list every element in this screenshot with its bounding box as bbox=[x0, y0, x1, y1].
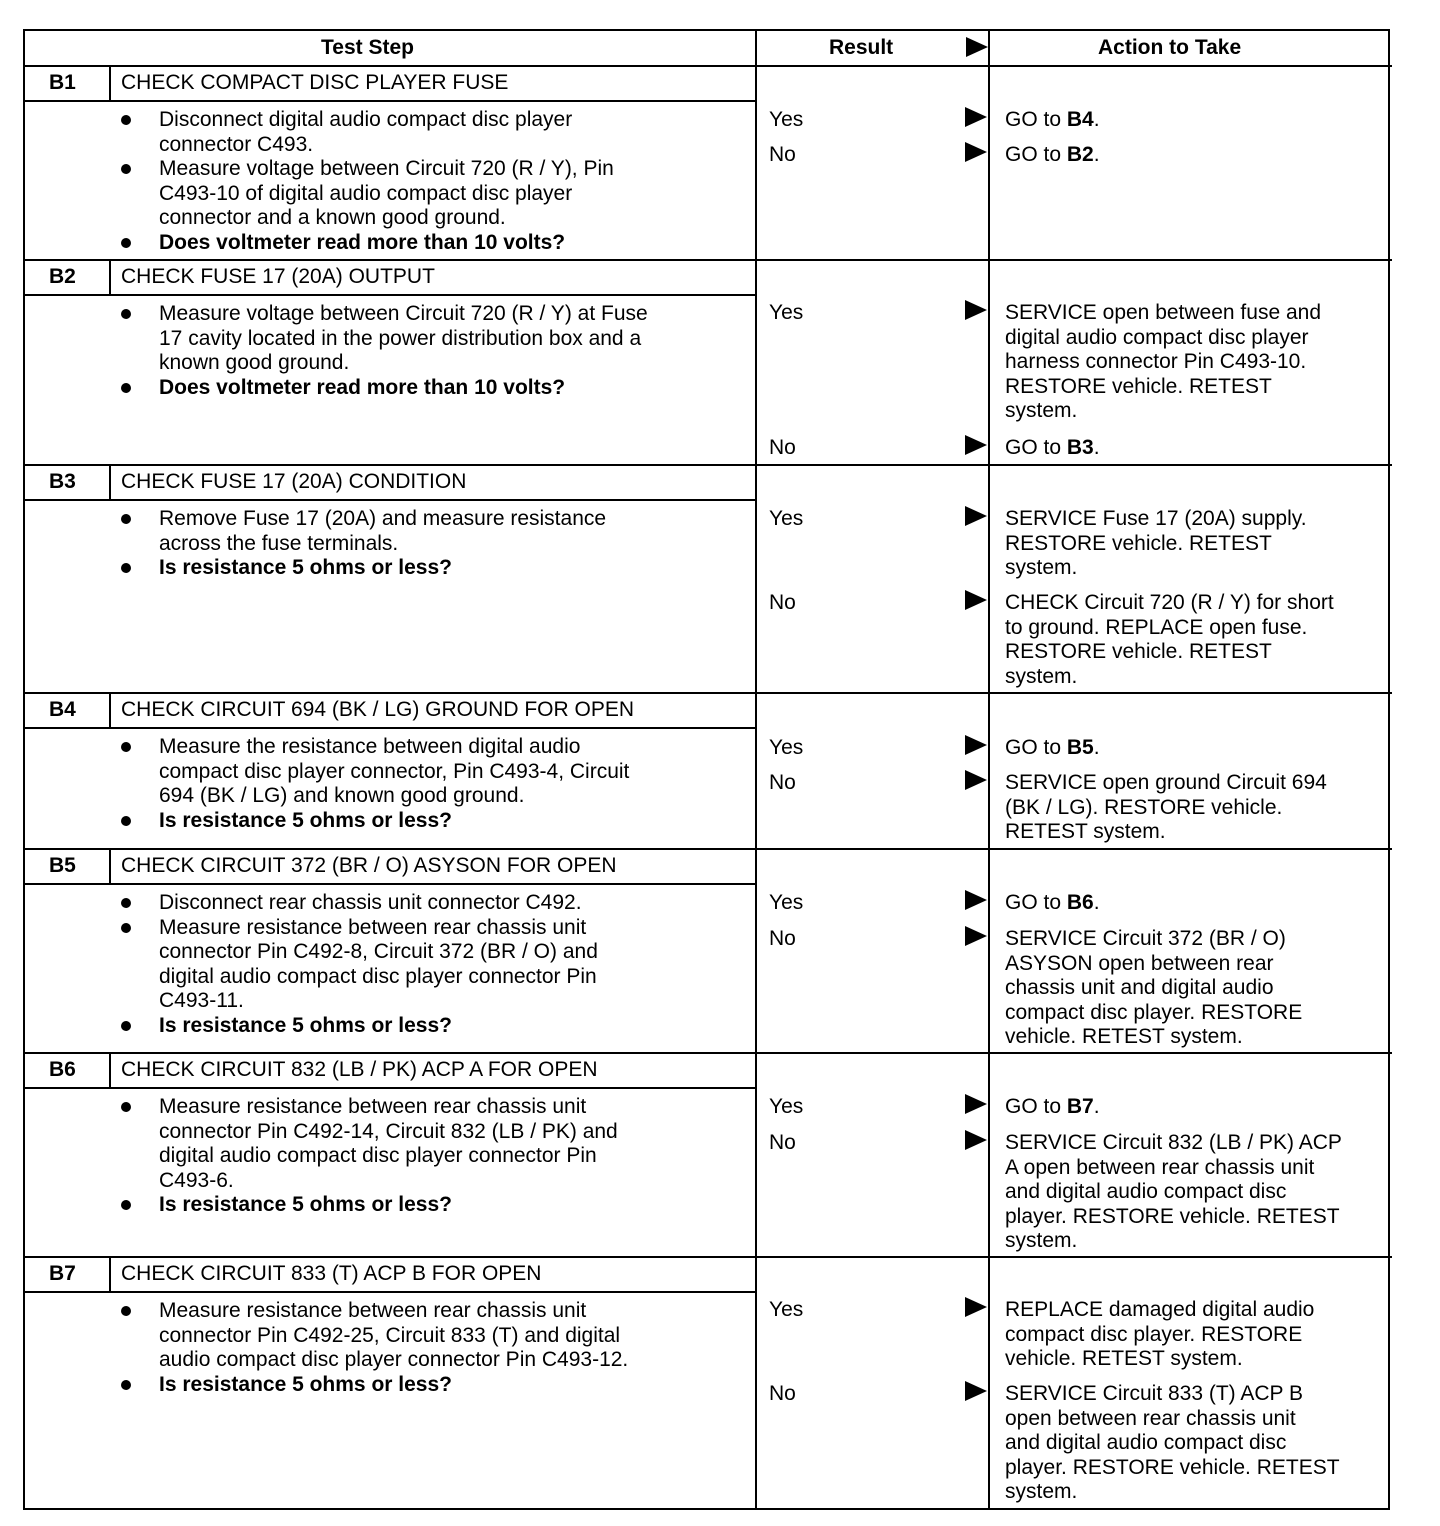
bullet-icon bbox=[121, 1306, 131, 1316]
action-segment: SERVICE open ground Circuit 694 bbox=[1005, 771, 1327, 794]
result-label: No bbox=[769, 436, 796, 459]
row-divider bbox=[25, 1291, 756, 1293]
step-instruction: Measure resistance between rear chassis unit bbox=[159, 1299, 587, 1322]
action-text bbox=[1005, 1229, 1077, 1254]
action-segment: B2 bbox=[1066, 143, 1094, 166]
action-segment: GO to bbox=[1005, 108, 1067, 131]
action-text bbox=[1005, 1480, 1077, 1505]
step-instruction: across the fuse terminals. bbox=[159, 531, 399, 555]
bullet-icon bbox=[121, 742, 131, 752]
row-divider bbox=[25, 100, 756, 102]
action-segment: GO to bbox=[1005, 1095, 1067, 1118]
action-segment: SERVICE Circuit 372 (BR / O) bbox=[1005, 927, 1286, 950]
step-instruction: audio compact disc player connector Pin C493-12. bbox=[159, 1348, 629, 1371]
action-text bbox=[1005, 1298, 1314, 1323]
action-text bbox=[1005, 1180, 1286, 1205]
action-text bbox=[1005, 1095, 1100, 1120]
action-segment: GO to bbox=[1005, 436, 1067, 459]
row-divider bbox=[25, 692, 1392, 694]
action-segment: RESTORE vehicle. RETEST bbox=[1005, 640, 1272, 663]
step-instruction: connector Pin C492-25, Circuit 833 (T) and digital bbox=[159, 1323, 621, 1347]
bullet-icon bbox=[121, 238, 131, 248]
bullet-icon bbox=[121, 514, 131, 524]
bullet-icon bbox=[121, 563, 131, 573]
row-divider bbox=[25, 499, 756, 501]
step-id: B2 bbox=[49, 265, 76, 288]
action-text bbox=[1005, 976, 1274, 1001]
action-segment: compact disc player. RESTORE bbox=[1005, 1000, 1303, 1024]
step-instruction: connector and a known good ground. bbox=[159, 206, 506, 229]
action-segment: SERVICE Fuse 17 (20A) supply. bbox=[1005, 507, 1307, 530]
step-instruction: Measure voltage between Circuit 720 (R / Y) at Fuse bbox=[159, 302, 648, 325]
step-title: CHECK CIRCUIT 833 (T) ACP B FOR OPEN bbox=[121, 1262, 542, 1285]
column-divider bbox=[988, 31, 990, 1510]
action-segment: player. RESTORE vehicle. RETEST bbox=[1005, 1455, 1340, 1479]
action-segment: GO to bbox=[1005, 891, 1067, 914]
action-text bbox=[1005, 927, 1286, 952]
action-text bbox=[1005, 736, 1100, 761]
action-text bbox=[1005, 1131, 1342, 1156]
row-divider bbox=[25, 727, 756, 729]
column-divider bbox=[109, 260, 111, 295]
action-segment: A open between rear chassis unit bbox=[1005, 1155, 1315, 1179]
row-divider bbox=[25, 294, 756, 296]
bullet-icon bbox=[121, 383, 131, 393]
step-title: CHECK COMPACT DISC PLAYER FUSE bbox=[121, 71, 509, 94]
action-segment: RESTORE vehicle. RETEST bbox=[1005, 531, 1272, 555]
row-divider bbox=[25, 1052, 1392, 1054]
step-instruction: Disconnect rear chassis unit connector C492. bbox=[159, 891, 582, 914]
step-title: CHECK CIRCUIT 694 (BK / LG) GROUND FOR OPEN bbox=[121, 698, 635, 721]
action-text bbox=[1005, 532, 1272, 557]
action-segment: B6 bbox=[1066, 891, 1094, 914]
action-text bbox=[1005, 326, 1309, 351]
action-text bbox=[1005, 507, 1307, 532]
action-segment: ASYSON open between rear bbox=[1005, 951, 1274, 975]
result-arrow-icon bbox=[965, 300, 987, 320]
action-segment: harness connector Pin C493-10. bbox=[1005, 350, 1307, 373]
result-arrow-icon bbox=[965, 435, 987, 455]
action-text bbox=[1005, 436, 1100, 461]
step-instruction: Is resistance 5 ohms or less? bbox=[159, 808, 452, 832]
step-instruction: Is resistance 5 ohms or less? bbox=[159, 1372, 452, 1396]
step-instruction: Disconnect digital audio compact disc player bbox=[159, 108, 573, 131]
row-divider bbox=[25, 848, 1392, 850]
result-label: No bbox=[769, 143, 796, 166]
bullet-icon bbox=[121, 1102, 131, 1112]
bullet-icon bbox=[121, 1200, 131, 1210]
result-arrow-icon bbox=[965, 890, 987, 910]
step-instruction: Measure resistance between rear chassis unit bbox=[159, 1095, 587, 1118]
step-id: B7 bbox=[49, 1262, 76, 1285]
result-arrow-icon bbox=[965, 1381, 987, 1401]
action-segment: . bbox=[1093, 436, 1100, 459]
result-label: No bbox=[769, 927, 796, 950]
action-segment: open between rear chassis unit bbox=[1005, 1406, 1296, 1430]
column-divider bbox=[109, 465, 111, 500]
step-instruction: Measure resistance between rear chassis unit bbox=[159, 915, 587, 939]
action-text bbox=[1005, 640, 1272, 665]
result-arrow-icon bbox=[965, 1130, 987, 1150]
action-text bbox=[1005, 350, 1306, 375]
action-segment: digital audio compact disc player bbox=[1005, 325, 1309, 349]
step-instruction: C493-10 of digital audio compact disc player bbox=[159, 181, 573, 205]
bullet-icon bbox=[121, 923, 131, 933]
action-segment: . bbox=[1093, 891, 1100, 914]
action-segment: player. RESTORE vehicle. RETEST bbox=[1005, 1204, 1340, 1228]
action-text bbox=[1005, 1382, 1303, 1407]
row-divider bbox=[25, 883, 756, 885]
action-text bbox=[1005, 1456, 1340, 1481]
column-divider bbox=[109, 849, 111, 884]
action-segment: and digital audio compact disc bbox=[1005, 1180, 1287, 1203]
result-arrow-icon bbox=[965, 506, 987, 526]
action-text bbox=[1005, 820, 1166, 845]
step-title: CHECK CIRCUIT 372 (BR / O) ASYSON FOR OPEN bbox=[121, 854, 617, 877]
step-instruction: Remove Fuse 17 (20A) and measure resistance bbox=[159, 507, 607, 530]
action-segment: . bbox=[1093, 1095, 1100, 1118]
action-text bbox=[1005, 375, 1272, 400]
action-text bbox=[1005, 1025, 1243, 1050]
action-segment: system. bbox=[1005, 399, 1078, 422]
step-instruction: 694 (BK / LG) and known good ground. bbox=[159, 784, 525, 807]
action-segment: . bbox=[1093, 108, 1100, 131]
step-title: CHECK CIRCUIT 832 (LB / PK) ACP A FOR OPEN bbox=[121, 1058, 598, 1081]
action-segment: GO to bbox=[1005, 736, 1067, 759]
action-segment: vehicle. RETEST system. bbox=[1005, 1347, 1243, 1370]
step-instruction: connector Pin C492-14, Circuit 832 (LB / PK) and bbox=[159, 1119, 618, 1143]
action-segment: . bbox=[1093, 143, 1100, 166]
step-instruction: digital audio compact disc player connector Pin bbox=[159, 964, 597, 988]
action-text bbox=[1005, 891, 1100, 916]
action-text bbox=[1005, 1001, 1302, 1026]
column-divider bbox=[109, 1257, 111, 1292]
action-segment: GO to bbox=[1005, 143, 1067, 166]
action-text bbox=[1005, 665, 1077, 690]
action-segment: CHECK Circuit 720 (R / Y) for short bbox=[1005, 591, 1334, 614]
action-segment: B3 bbox=[1066, 436, 1094, 459]
row-divider bbox=[25, 259, 1392, 261]
action-text bbox=[1005, 1323, 1302, 1348]
result-arrow-icon bbox=[965, 590, 987, 610]
action-segment: RETEST system. bbox=[1005, 820, 1166, 843]
action-segment: system. bbox=[1005, 556, 1078, 579]
result-label: No bbox=[769, 771, 796, 794]
result-label: Yes bbox=[769, 1095, 804, 1118]
bullet-icon bbox=[121, 1021, 131, 1031]
action-text bbox=[1005, 796, 1282, 821]
result-arrow-icon bbox=[965, 107, 987, 127]
action-segment: B7 bbox=[1066, 1095, 1094, 1118]
step-instruction: C493-11. bbox=[159, 989, 244, 1012]
result-label: No bbox=[769, 1382, 796, 1405]
action-text bbox=[1005, 616, 1307, 641]
action-text bbox=[1005, 591, 1334, 616]
diagnostic-table bbox=[23, 29, 1390, 1510]
action-text bbox=[1005, 1407, 1296, 1432]
action-segment: vehicle. RETEST system. bbox=[1005, 1025, 1243, 1048]
action-segment: B5 bbox=[1066, 736, 1094, 759]
action-segment: SERVICE Circuit 832 (LB / PK) ACP bbox=[1005, 1131, 1342, 1154]
step-instruction: Measure voltage between Circuit 720 (R / Y), Pin bbox=[159, 157, 614, 180]
action-text bbox=[1005, 1205, 1340, 1230]
step-instruction: Does voltmeter read more than 10 volts? bbox=[159, 375, 566, 399]
row-divider bbox=[25, 65, 1392, 67]
step-instruction: digital audio compact disc player connector Pin bbox=[159, 1144, 597, 1167]
result-label: No bbox=[769, 591, 796, 614]
action-text bbox=[1005, 1431, 1286, 1456]
action-segment: . bbox=[1093, 736, 1100, 759]
action-segment: system. bbox=[1005, 1229, 1078, 1252]
result-arrow-icon bbox=[965, 1297, 987, 1317]
bullet-icon bbox=[121, 309, 131, 319]
step-instruction: known good ground. bbox=[159, 351, 350, 374]
action-segment: SERVICE Circuit 833 (T) ACP B bbox=[1005, 1382, 1303, 1405]
column-divider bbox=[109, 693, 111, 728]
step-title: CHECK FUSE 17 (20A) OUTPUT bbox=[121, 265, 435, 288]
result-label: No bbox=[769, 1131, 796, 1154]
header-action: Action to Take bbox=[1098, 36, 1242, 59]
action-segment: to ground. REPLACE open fuse. bbox=[1005, 615, 1308, 639]
step-instruction: connector Pin C492-8, Circuit 372 (BR / O) and bbox=[159, 940, 598, 963]
result-arrow-icon bbox=[965, 926, 987, 946]
result-label: Yes bbox=[769, 1298, 804, 1321]
bullet-icon bbox=[121, 164, 131, 174]
action-segment: B4 bbox=[1066, 108, 1094, 131]
bullet-icon bbox=[121, 898, 131, 908]
step-id: B3 bbox=[49, 470, 76, 493]
action-segment: (BK / LG). RESTORE vehicle. bbox=[1005, 795, 1283, 819]
header-arrow-icon bbox=[966, 37, 988, 57]
step-id: B1 bbox=[49, 71, 76, 94]
result-arrow-icon bbox=[965, 770, 987, 790]
action-segment: compact disc player. RESTORE bbox=[1005, 1322, 1303, 1346]
result-label: Yes bbox=[769, 736, 804, 759]
action-text bbox=[1005, 1347, 1243, 1372]
step-instruction: C493-6. bbox=[159, 1168, 234, 1192]
action-text bbox=[1005, 556, 1077, 581]
action-segment: RESTORE vehicle. RETEST bbox=[1005, 374, 1272, 398]
column-divider bbox=[755, 31, 757, 1510]
result-arrow-icon bbox=[965, 142, 987, 162]
step-id: B4 bbox=[49, 698, 76, 721]
step-title: CHECK FUSE 17 (20A) CONDITION bbox=[121, 470, 467, 493]
action-segment: system. bbox=[1005, 1480, 1078, 1503]
header-result: Result bbox=[829, 36, 894, 59]
bullet-icon bbox=[121, 115, 131, 125]
bullet-icon bbox=[121, 816, 131, 826]
step-instruction: Is resistance 5 ohms or less? bbox=[159, 556, 452, 579]
step-id: B5 bbox=[49, 854, 76, 877]
action-segment: REPLACE damaged digital audio bbox=[1005, 1298, 1315, 1321]
row-divider bbox=[25, 1256, 1392, 1258]
step-instruction: 17 cavity located in the power distribution box and a bbox=[159, 326, 642, 350]
action-segment: SERVICE open between fuse and bbox=[1005, 301, 1321, 324]
result-arrow-icon bbox=[965, 1094, 987, 1114]
action-text bbox=[1005, 399, 1077, 424]
result-label: Yes bbox=[769, 108, 804, 131]
result-arrow-icon bbox=[965, 735, 987, 755]
step-instruction: Measure the resistance between digital audio bbox=[159, 735, 581, 758]
action-text bbox=[1005, 952, 1274, 977]
column-divider bbox=[109, 66, 111, 101]
step-instruction: Is resistance 5 ohms or less? bbox=[159, 1013, 452, 1037]
header-test-step: Test Step bbox=[321, 36, 414, 59]
row-divider bbox=[25, 1087, 756, 1089]
action-text bbox=[1005, 301, 1321, 326]
action-segment: and digital audio compact disc bbox=[1005, 1431, 1287, 1454]
action-segment: chassis unit and digital audio bbox=[1005, 976, 1274, 999]
step-instruction: Is resistance 5 ohms or less? bbox=[159, 1193, 452, 1216]
bullet-icon bbox=[121, 1380, 131, 1390]
column-divider bbox=[109, 1053, 111, 1088]
action-text bbox=[1005, 143, 1100, 168]
step-id: B6 bbox=[49, 1058, 76, 1081]
result-label: Yes bbox=[769, 507, 804, 530]
action-text bbox=[1005, 108, 1100, 133]
row-divider bbox=[25, 464, 1392, 466]
result-label: Yes bbox=[769, 301, 804, 324]
action-text bbox=[1005, 1156, 1314, 1181]
result-label: Yes bbox=[769, 891, 804, 914]
step-instruction: Does voltmeter read more than 10 volts? bbox=[159, 230, 566, 254]
step-instruction: connector C493. bbox=[159, 132, 314, 156]
step-instruction: compact disc player connector, Pin C493-4, Circuit bbox=[159, 759, 630, 783]
action-segment: system. bbox=[1005, 664, 1078, 688]
action-text bbox=[1005, 771, 1327, 796]
